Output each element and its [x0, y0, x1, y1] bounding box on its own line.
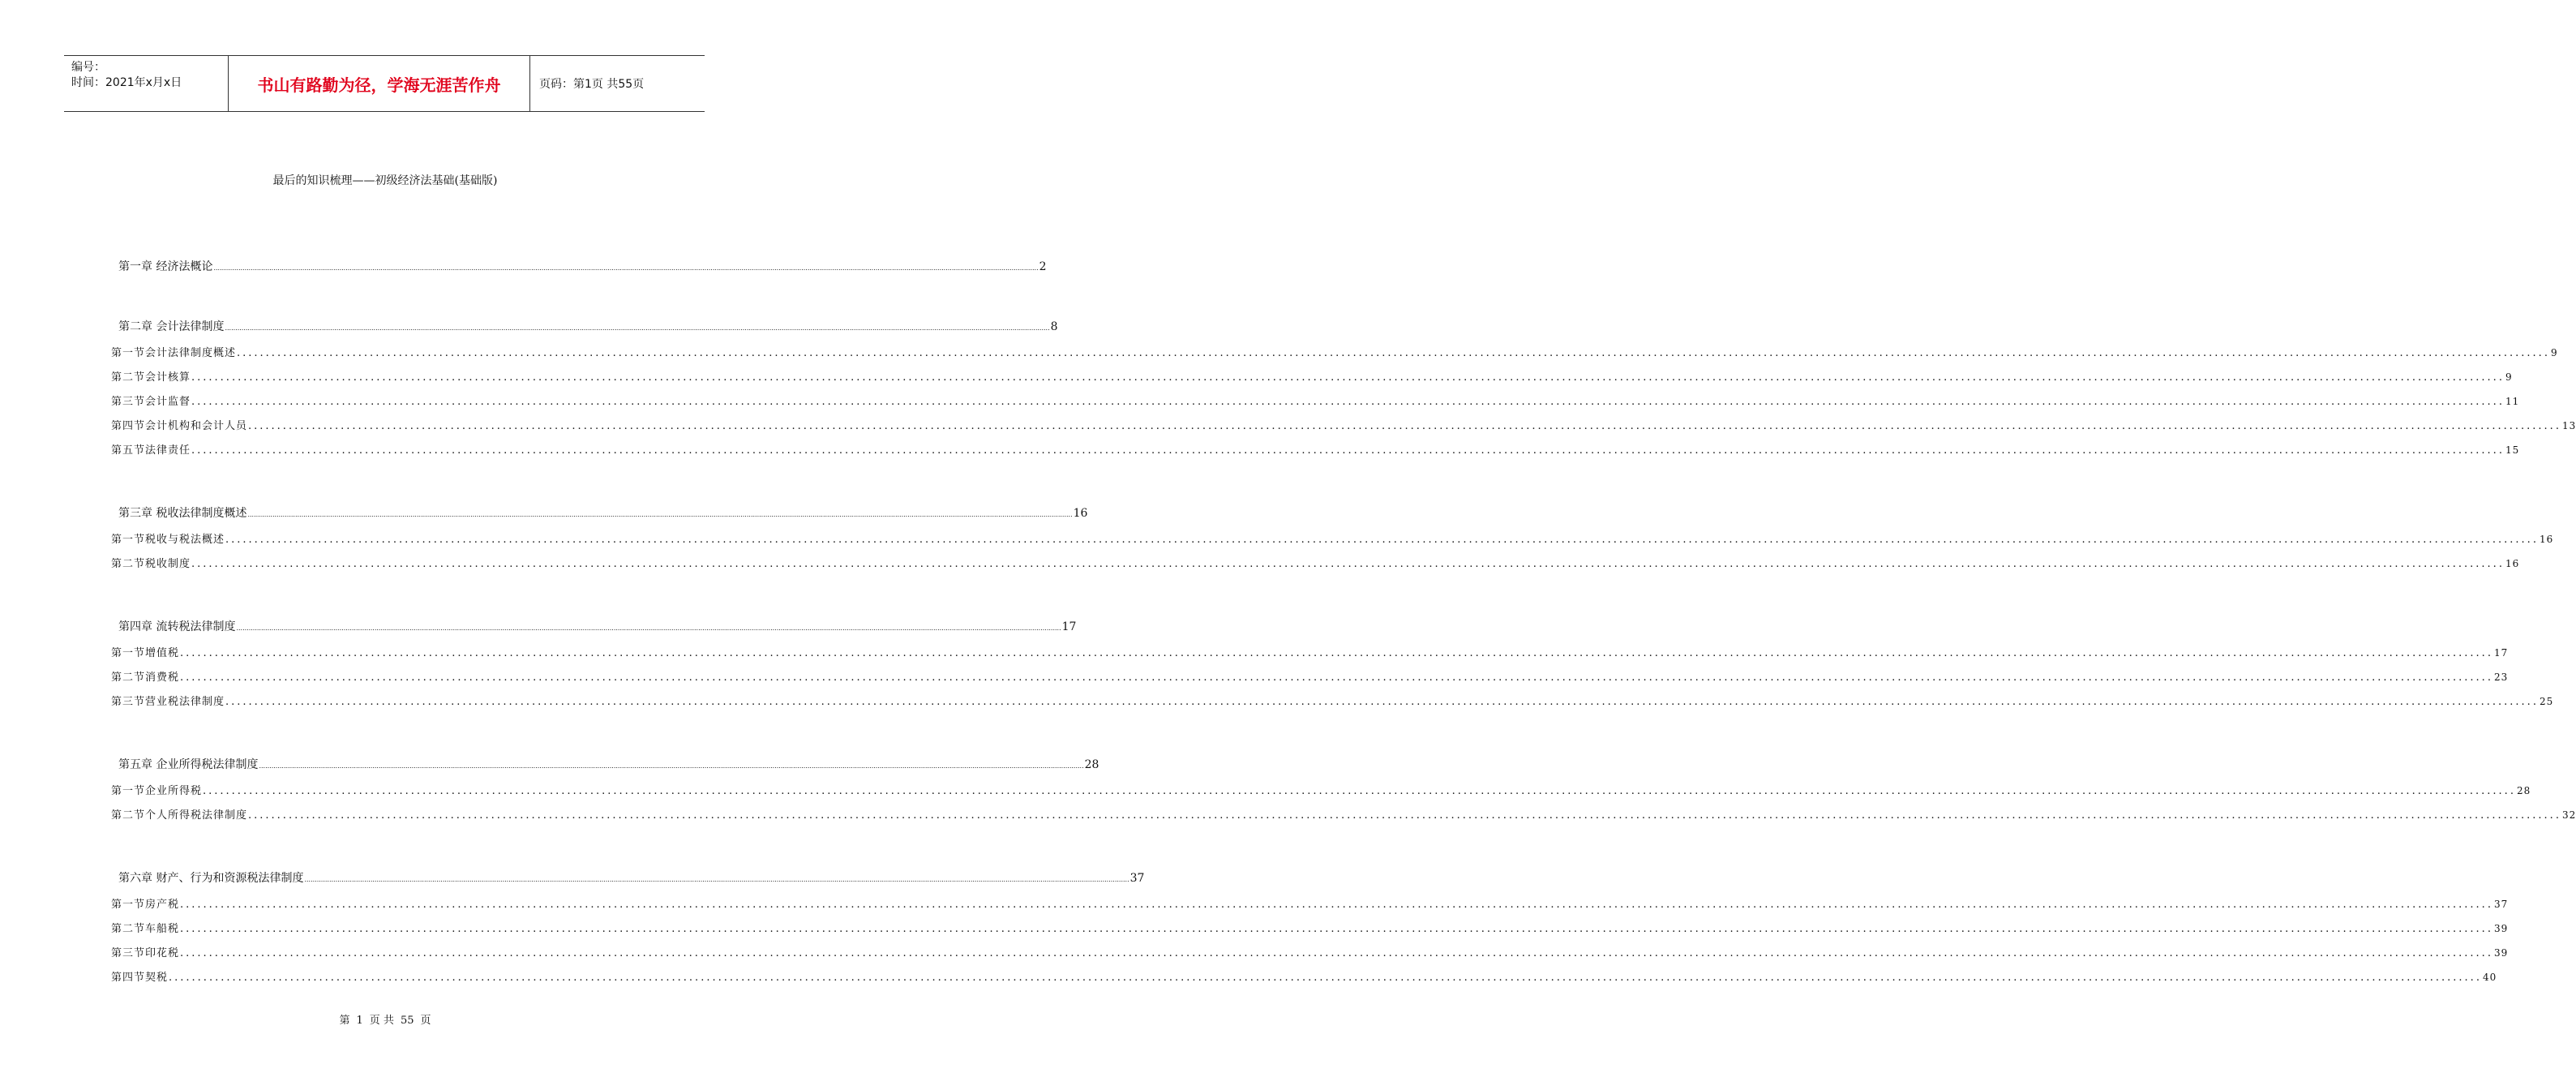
toc-entry-page: 28 — [1084, 758, 1099, 771]
toc-entry-label: 第一节会计法律制度概述 — [111, 347, 237, 359]
toc-entry-label: 第四节契税 — [111, 972, 169, 984]
toc-entry-label: 第一节增值税 — [111, 647, 180, 659]
toc-entry-label: 第三节会计监督 — [111, 396, 191, 408]
toc-section-entry[interactable] — [111, 895, 2509, 911]
toc-entry-page: 37 — [1129, 872, 1145, 885]
toc-entry-label: 第二节消费税 — [111, 672, 180, 684]
header-meta-cell — [64, 56, 229, 111]
toc-chapter-entry[interactable] — [118, 756, 1099, 772]
toc-entry-page: 28 — [2516, 785, 2531, 796]
toc-chapter-entry[interactable] — [118, 318, 1058, 334]
toc-section-entry[interactable] — [111, 393, 2520, 408]
toc-leader-dots: ................................................................................................................................................................................................................................................................................................................................................................................................................ — [304, 876, 1129, 883]
toc-entry-label: 第三章 税收法律制度概述 — [118, 507, 247, 520]
toc-entry-page: 13 — [2561, 420, 2576, 431]
toc-leader-dots: ................................................................................................................................................................................................................................................................................................................................................................................................................ — [180, 923, 2493, 935]
toc-entry-page: 2 — [1039, 260, 1047, 273]
toc-entry-label: 第一章 经济法概论 — [118, 260, 213, 273]
toc-entry-label: 第一节企业所得税 — [111, 785, 203, 797]
toc-section-entry[interactable] — [111, 806, 2576, 822]
toc-entry-label: 第四章 流转税法律制度 — [118, 620, 236, 633]
toc-section-entry[interactable] — [111, 693, 2554, 708]
toc-leader-dots: ................................................................................................................................................................................................................................................................................................................................................................................................................ — [169, 972, 2482, 984]
toc-entry-page: 17 — [1061, 620, 1077, 633]
toc-entry-page: 16 — [2539, 534, 2554, 545]
toc-entry-label: 第三节印花税 — [111, 947, 180, 959]
toc-entry-page: 17 — [2493, 647, 2509, 659]
toc-section-entry[interactable] — [111, 441, 2520, 457]
toc-chapter-entry[interactable] — [118, 869, 1145, 886]
toc-leader-dots: ................................................................................................................................................................................................................................................................................................................................................................................................................ — [213, 264, 1039, 272]
toc-chapter-entry[interactable] — [118, 258, 1047, 274]
toc-entry-page: 25 — [2539, 696, 2554, 707]
toc-section-entry[interactable] — [111, 782, 2531, 797]
toc-entry-page: 16 — [2505, 558, 2520, 569]
time-label: 时间：2021年x月x日 — [71, 76, 182, 89]
footer-current-page: 1 — [356, 1015, 363, 1027]
toc-leader-dots: ................................................................................................................................................................................................................................................................................................................................................................................................................ — [180, 899, 2493, 911]
toc-section-entry[interactable] — [111, 344, 2558, 359]
toc-entry-label: 第二节车船税 — [111, 923, 180, 935]
toc-section-entry[interactable] — [111, 644, 2509, 659]
page-footer — [0, 1011, 770, 1027]
toc-entry-label: 第一节房产税 — [111, 899, 180, 911]
footer-total-pages: 55 — [400, 1015, 414, 1027]
toc-leader-dots: ................................................................................................................................................................................................................................................................................................................................................................................................................ — [259, 762, 1084, 770]
toc-entry-label: 第二章 会计法律制度 — [118, 320, 225, 333]
toc-section-entry[interactable] — [111, 555, 2520, 570]
toc-entry-label: 第五节法律责任 — [111, 444, 191, 457]
toc-entry-label: 第六章 财产、行为和资源税法律制度 — [118, 872, 304, 885]
toc-entry-page: 39 — [2493, 923, 2509, 934]
toc-entry-label: 第二节个人所得税法律制度 — [111, 809, 248, 822]
footer-middle: 页 共 — [369, 1015, 394, 1027]
toc-leader-dots: ................................................................................................................................................................................................................................................................................................................................................................................................................ — [180, 647, 2493, 659]
toc-leader-dots: ................................................................................................................................................................................................................................................................................................................................................................................................................ — [237, 347, 2550, 359]
toc-entry-label: 第二节税收制度 — [111, 558, 191, 570]
toc-leader-dots: ................................................................................................................................................................................................................................................................................................................................................................................................................ — [191, 444, 2505, 457]
toc-entry-label: 第一节税收与税法概述 — [111, 534, 225, 546]
toc-chapter-entry[interactable] — [118, 504, 1088, 521]
toc-section-entry[interactable] — [111, 944, 2509, 959]
page-info: 页码：第1页 共55页 — [539, 78, 645, 91]
toc-entry-page: 32 — [2561, 809, 2576, 821]
toc-section-entry[interactable] — [111, 530, 2554, 546]
toc-leader-dots: ................................................................................................................................................................................................................................................................................................................................................................................................................ — [236, 624, 1061, 632]
toc-entry-page: 9 — [2505, 371, 2513, 383]
toc-leader-dots: ................................................................................................................................................................................................................................................................................................................................................................................................................ — [191, 371, 2505, 384]
toc-entry-page: 15 — [2505, 444, 2520, 456]
document-title: 最后的知识梳理——初级经济法基础(基础版) — [272, 174, 498, 187]
toc-leader-dots: ................................................................................................................................................................................................................................................................................................................................................................................................................ — [180, 947, 2493, 959]
toc-leader-dots: ................................................................................................................................................................................................................................................................................................................................................................................................................ — [225, 324, 1050, 332]
toc-leader-dots: ................................................................................................................................................................................................................................................................................................................................................................................................................ — [203, 785, 2516, 797]
toc-entry-page: 23 — [2493, 672, 2509, 683]
motto: 书山有路勤为径，学海无涯苦作舟 — [229, 56, 530, 111]
toc-leader-dots: ................................................................................................................................................................................................................................................................................................................................................................................................................ — [225, 534, 2539, 546]
toc-chapter-entry[interactable] — [118, 618, 1077, 634]
toc-entry-label: 第四节会计机构和会计人员 — [111, 420, 248, 432]
header-table — [64, 55, 705, 112]
toc-entry-page: 37 — [2493, 899, 2509, 910]
toc-leader-dots: ................................................................................................................................................................................................................................................................................................................................................................................................................ — [191, 558, 2505, 570]
toc-entry-page: 9 — [2550, 347, 2558, 358]
toc-section-entry[interactable] — [111, 920, 2509, 935]
toc-entry-page: 11 — [2505, 396, 2520, 407]
toc-leader-dots: ................................................................................................................................................................................................................................................................................................................................................................................................................ — [191, 396, 2505, 408]
toc-entry-page: 39 — [2493, 947, 2509, 959]
toc-leader-dots: ................................................................................................................................................................................................................................................................................................................................................................................................................ — [225, 696, 2539, 708]
toc-section-entry[interactable] — [111, 368, 2513, 384]
toc-entry-label: 第三节营业税法律制度 — [111, 696, 225, 708]
number-label: 编号： — [71, 61, 105, 74]
toc-section-entry[interactable] — [111, 968, 2497, 984]
toc-leader-dots: ................................................................................................................................................................................................................................................................................................................................................................................................................ — [247, 511, 1073, 518]
toc-leader-dots: ................................................................................................................................................................................................................................................................................................................................................................................................................ — [180, 672, 2493, 684]
toc-entry-label: 第二节会计核算 — [111, 371, 191, 384]
toc-entry-label: 第五章 企业所得税法律制度 — [118, 758, 259, 771]
toc-entry-page: 40 — [2482, 972, 2497, 983]
toc-entry-page: 16 — [1073, 507, 1088, 520]
toc-section-entry[interactable] — [111, 668, 2509, 684]
toc-section-entry[interactable] — [111, 417, 2576, 432]
toc-leader-dots: ................................................................................................................................................................................................................................................................................................................................................................................................................ — [248, 420, 2561, 432]
footer-prefix: 第 — [339, 1015, 350, 1027]
toc-leader-dots: ................................................................................................................................................................................................................................................................................................................................................................................................................ — [248, 809, 2561, 822]
footer-suffix: 页 — [420, 1015, 431, 1027]
toc-entry-page: 8 — [1050, 320, 1058, 333]
